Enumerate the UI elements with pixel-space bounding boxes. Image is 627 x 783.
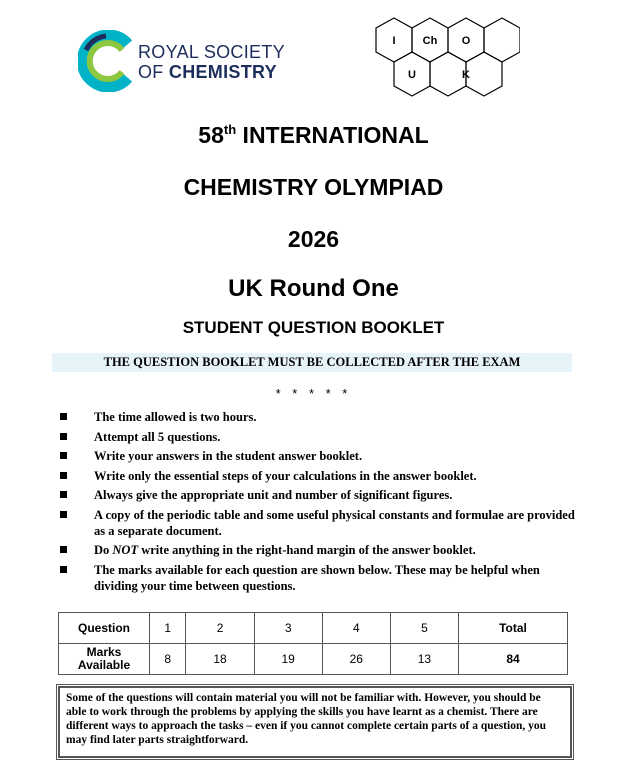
instruction-item (60, 487, 580, 503)
rsc-line-1: ROYAL SOCIETY (138, 42, 285, 62)
title-international (0, 122, 627, 149)
rsc-emblem-icon (78, 30, 134, 92)
marks-header (59, 644, 150, 675)
instruction-item (60, 409, 580, 425)
instruction-item (60, 542, 580, 558)
table-header-row (59, 613, 568, 644)
title-year: 2026 (287, 226, 340, 252)
instruction-text: Write your answers in the student answer booklet. (94, 449, 363, 463)
question-number: 1 (150, 613, 186, 644)
bullet-icon (60, 433, 67, 440)
instruction-text: Attempt all 5 questions. (94, 429, 221, 444)
instructions-list (60, 409, 580, 597)
hex-k (466, 52, 502, 96)
total-value: 84 (459, 644, 568, 675)
rsc-line-2-prefix: OF (138, 62, 169, 82)
instruction-text-pre: Do (94, 543, 113, 557)
title-line1: INTERNATIONAL (236, 122, 429, 148)
instruction-item (60, 468, 580, 484)
instruction-item (60, 429, 580, 445)
instruction-text: The marks available for each question are shown below. These may be helpful when dividing your time between questions. (94, 562, 540, 593)
rsc-line-2-bold: CHEMISTRY (168, 62, 277, 82)
bullet-icon (60, 413, 67, 420)
marks-value: 18 (186, 644, 254, 675)
icho-uk-logo (372, 16, 520, 106)
instruction-text: A copy of the periodic table and some useful physical constants and formulae are provided as a separate document. (94, 507, 575, 538)
marks-value: 13 (390, 644, 458, 675)
instruction-text: Always give the appropriate unit and number of significant figures. (94, 488, 453, 502)
hex-label-ch: Ch (422, 35, 438, 47)
title-number: 58 (198, 122, 224, 148)
question-number: 4 (322, 613, 390, 644)
hex-label-i: I (392, 35, 396, 47)
instruction-item (60, 507, 580, 539)
marks-value: 26 (322, 644, 390, 675)
table-marks-row (59, 644, 568, 675)
hex-blank-2 (430, 52, 466, 96)
note-box: Some of the questions will contain material you will not be familiar with. However, you should be able to work through the problems by applying the skills you have learnt as a chemist. There are different ways to approach the tasks – even if you cannot complete certain parts of a question, you may find later parts straightforward. (58, 686, 572, 758)
instruction-text: Write only the essential steps of your calculations in the answer booklet. (94, 468, 477, 483)
hex-label-k: K (462, 69, 470, 81)
marks-label-1: Marks (86, 645, 122, 659)
marks-label-2: Available (77, 658, 131, 672)
bullet-icon (60, 491, 67, 498)
bullet-icon (60, 452, 67, 459)
hex-label-u: U (408, 69, 416, 81)
bullet-icon (60, 511, 67, 518)
bullet-icon (60, 566, 67, 573)
question-number: 3 (254, 613, 322, 644)
instruction-text: The time allowed is two hours. (94, 410, 257, 424)
question-number: 5 (390, 613, 458, 644)
title-round: UK Round One (228, 275, 399, 302)
instruction-item (60, 448, 580, 464)
marks-value: 8 (150, 644, 186, 675)
instruction-text-post: write anything in the right-hand margin of the answer booklet. (138, 543, 476, 557)
bullet-icon (60, 546, 67, 553)
question-header: Question (59, 613, 150, 644)
total-header: Total (459, 613, 568, 644)
instruction-text-emphasis: NOT (112, 543, 139, 557)
collection-banner: THE QUESTION BOOKLET MUST BE COLLECTED AFTER THE EXAM (52, 353, 572, 372)
marks-value: 19 (254, 644, 322, 675)
rsc-wordmark (138, 42, 285, 82)
bullet-icon (60, 472, 67, 479)
marks-table (58, 612, 568, 675)
rsc-logo (78, 30, 308, 92)
instruction-item (60, 562, 580, 594)
title-booklet: STUDENT QUESTION BOOKLET (182, 318, 445, 337)
separator-stars: * * * * * (275, 386, 352, 401)
question-number: 2 (186, 613, 254, 644)
hex-label-o: O (461, 35, 471, 47)
title-ordinal: th (223, 122, 237, 137)
rsc-line-2 (138, 62, 285, 82)
title-olympiad: CHEMISTRY OLYMPIAD (183, 174, 444, 200)
